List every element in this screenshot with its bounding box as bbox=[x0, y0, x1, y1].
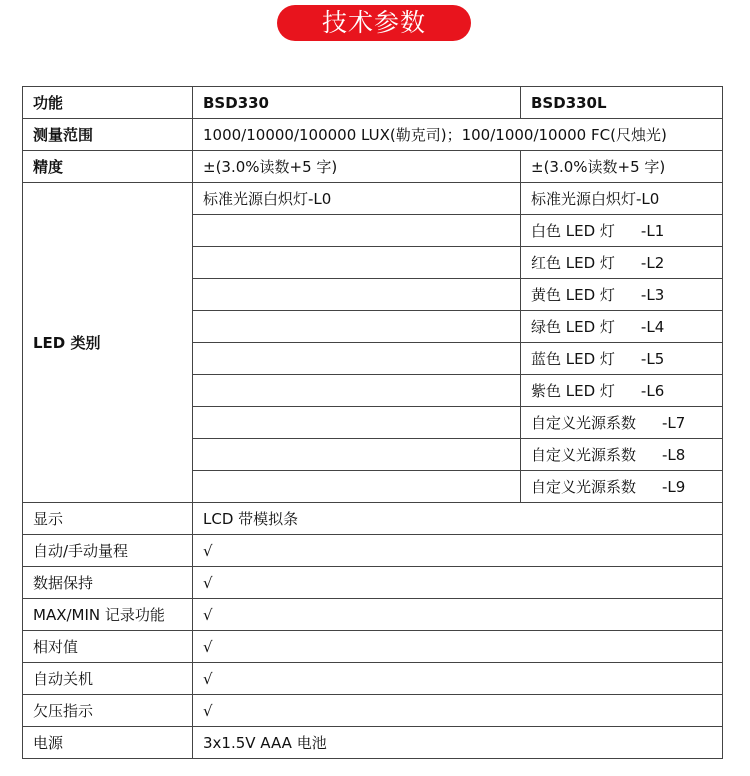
auto-off-label: 自动关机 bbox=[23, 663, 193, 695]
range-label: 测量范围 bbox=[23, 119, 193, 151]
spec-table bbox=[22, 86, 723, 759]
led-item: 白色 LED 灯 -L1 bbox=[521, 215, 723, 247]
led-bsd330-empty bbox=[193, 311, 521, 343]
led-bsd330-l0: 标准光源白炽灯-L0 bbox=[193, 183, 521, 215]
auto-range-label: 自动/手动量程 bbox=[23, 535, 193, 567]
data-hold-check: √ bbox=[193, 567, 723, 599]
row-power bbox=[23, 727, 723, 759]
row-range bbox=[23, 119, 723, 151]
auto-off-check: √ bbox=[193, 663, 723, 695]
led-item: 自定义光源系数 -L8 bbox=[521, 439, 723, 471]
header-bsd330l: BSD330L bbox=[521, 87, 723, 119]
display-value: LCD 带模拟条 bbox=[193, 503, 723, 535]
power-value: 3x1.5V AAA 电池 bbox=[193, 727, 723, 759]
power-label: 电源 bbox=[23, 727, 193, 759]
header-bsd330: BSD330 bbox=[193, 87, 521, 119]
led-bsd330-empty bbox=[193, 215, 521, 247]
led-item: 黄色 LED 灯 -L3 bbox=[521, 279, 723, 311]
row-auto-range bbox=[23, 535, 723, 567]
led-item: 自定义光源系数 -L7 bbox=[521, 407, 723, 439]
table-header-row bbox=[23, 87, 723, 119]
led-bsd330l-l0: 标准光源白炽灯-L0 bbox=[521, 183, 723, 215]
relative-check: √ bbox=[193, 631, 723, 663]
led-bsd330-empty bbox=[193, 279, 521, 311]
accuracy-bsd330: ±(3.0%读数+5 字) bbox=[193, 151, 521, 183]
row-auto-off bbox=[23, 663, 723, 695]
led-item: 红色 LED 灯 -L2 bbox=[521, 247, 723, 279]
led-bsd330-empty bbox=[193, 343, 521, 375]
display-label: 显示 bbox=[23, 503, 193, 535]
led-bsd330-empty bbox=[193, 375, 521, 407]
row-maxmin bbox=[23, 599, 723, 631]
row-display bbox=[23, 503, 723, 535]
row-data-hold bbox=[23, 567, 723, 599]
data-hold-label: 数据保持 bbox=[23, 567, 193, 599]
led-bsd330-empty bbox=[193, 471, 521, 503]
led-bsd330-empty bbox=[193, 439, 521, 471]
maxmin-label: MAX/MIN 记录功能 bbox=[23, 599, 193, 631]
row-low-batt bbox=[23, 695, 723, 727]
relative-label: 相对值 bbox=[23, 631, 193, 663]
row-accuracy bbox=[23, 151, 723, 183]
row-led-0 bbox=[23, 183, 723, 215]
low-batt-check: √ bbox=[193, 695, 723, 727]
led-item: 绿色 LED 灯 -L4 bbox=[521, 311, 723, 343]
accuracy-label: 精度 bbox=[23, 151, 193, 183]
maxmin-check: √ bbox=[193, 599, 723, 631]
led-item: 紫色 LED 灯 -L6 bbox=[521, 375, 723, 407]
led-item: 蓝色 LED 灯 -L5 bbox=[521, 343, 723, 375]
header-feature: 功能 bbox=[23, 87, 193, 119]
auto-range-check: √ bbox=[193, 535, 723, 567]
led-label: LED 类别 bbox=[23, 183, 193, 503]
led-item: 自定义光源系数 -L9 bbox=[521, 471, 723, 503]
range-value: 1000/10000/100000 LUX(勒克司)；100/1000/10000 FC(尺烛光) bbox=[193, 119, 723, 151]
section-title: 技术参数 bbox=[277, 5, 471, 41]
accuracy-bsd330l: ±(3.0%读数+5 字) bbox=[521, 151, 723, 183]
led-bsd330-empty bbox=[193, 247, 521, 279]
led-bsd330-empty bbox=[193, 407, 521, 439]
row-relative bbox=[23, 631, 723, 663]
low-batt-label: 欠压指示 bbox=[23, 695, 193, 727]
